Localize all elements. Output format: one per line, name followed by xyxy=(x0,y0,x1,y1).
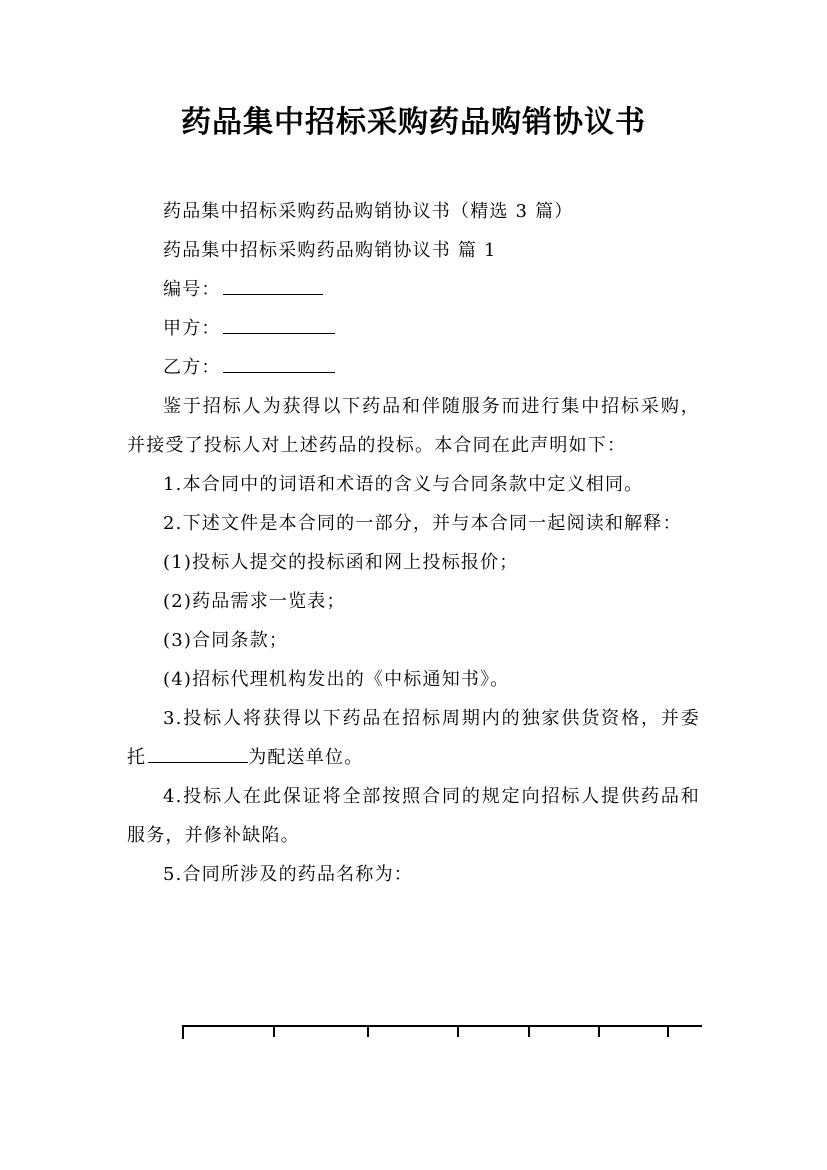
clause-2: 2.下述文件是本合同的一部分，并与本合同一起阅读和解释： xyxy=(163,513,682,534)
clause-3-text: 3.投标人将获得以下药品在招标周期内的独家供货资格，并委托 xyxy=(127,708,700,768)
party-b-blank xyxy=(223,352,335,373)
number-label: 编号： xyxy=(163,279,221,300)
number-field xyxy=(127,270,700,309)
number-blank xyxy=(223,274,323,295)
party-a-blank xyxy=(223,313,335,334)
list-item: (3)合同条款； xyxy=(163,630,289,651)
clause-5: 5.合同所涉及的药品名称为： xyxy=(163,864,413,885)
delivery-unit-blank xyxy=(148,742,248,763)
party-a-field xyxy=(127,309,700,348)
table-top-border xyxy=(180,1020,702,1040)
list-item: (2)药品需求一览表； xyxy=(163,591,346,612)
section-heading: 药品集中招标采购药品购销协议书 篇 1 xyxy=(163,240,497,261)
party-b-field xyxy=(127,348,700,387)
subtitle: 药品集中招标采购药品购销协议书（精选 3 篇） xyxy=(163,201,574,222)
clause-3-text-end: 为配送单位。 xyxy=(248,747,364,768)
document-title: 药品集中招标采购药品购销协议书 xyxy=(181,105,646,140)
clause-3 xyxy=(127,699,700,777)
table-border-lines xyxy=(180,1020,702,1040)
clause-4: 4.投标人在此保证将全部按照合同的规定向招标人提供药品和服务，并修补缺陷。 xyxy=(127,786,700,846)
document-body xyxy=(127,192,700,894)
party-a-label: 甲方： xyxy=(163,318,221,339)
intro-paragraph: 鉴于招标人为获得以下药品和伴随服务而进行集中招标采购，并接受了投标人对上述药品的投标。本合同在此声明如下： xyxy=(127,396,700,456)
clause-1: 1.本合同中的词语和术语的含义与合同条款中定义相同。 xyxy=(163,474,644,495)
list-item: (4)招标代理机构发出的《中标通知书》。 xyxy=(163,669,510,690)
party-b-label: 乙方： xyxy=(163,357,221,378)
list-item: (1)投标人提交的投标函和网上投标报价； xyxy=(163,552,519,573)
